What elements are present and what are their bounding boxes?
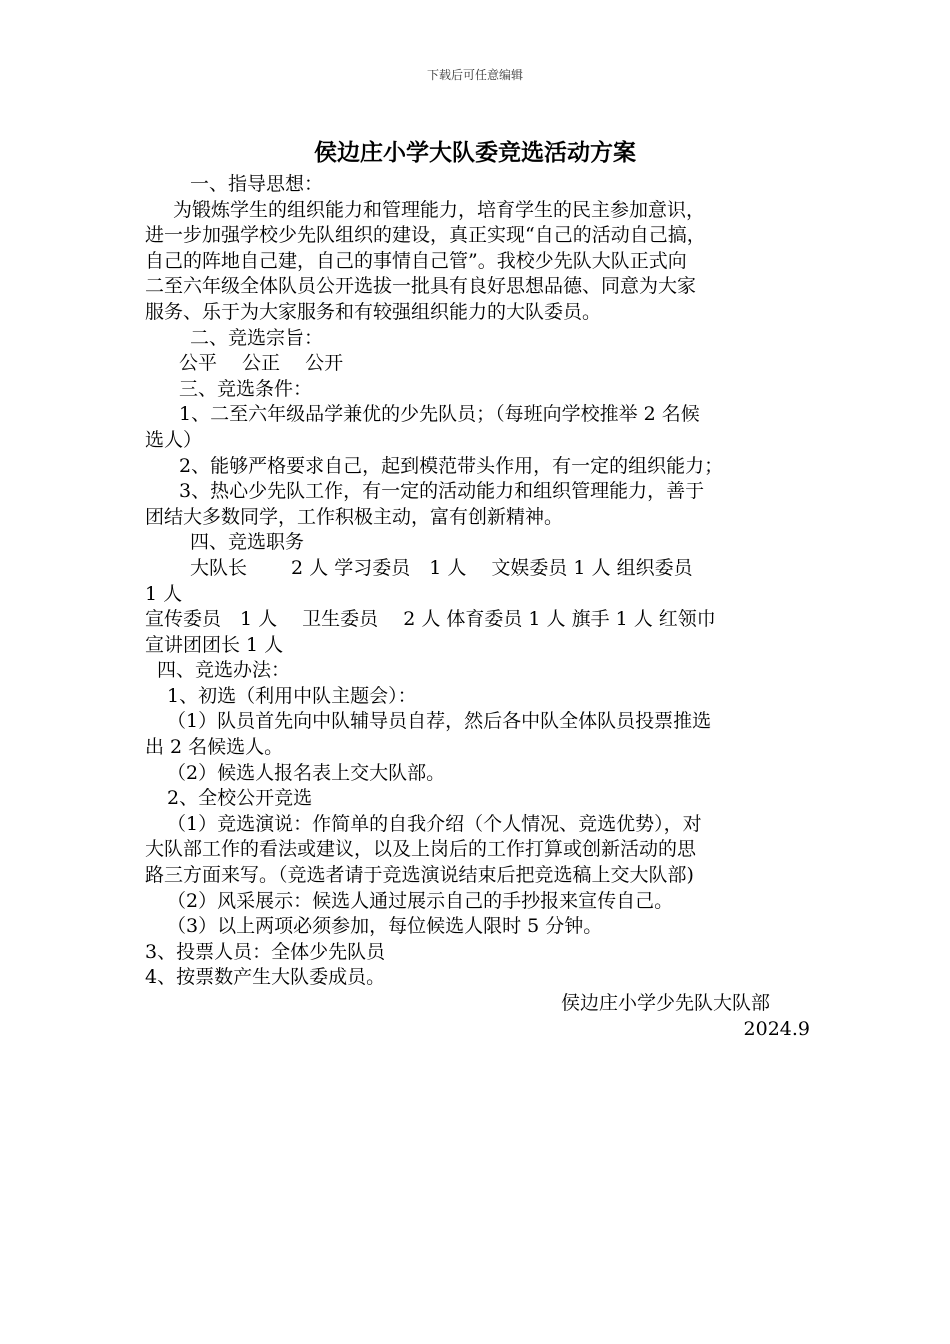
- body-line: 1、二至六年级品学兼优的少先队员；（每班向学校推举 2 名候: [179, 403, 700, 426]
- document-title: 侯边庄小学大队委竞选活动方案: [314, 139, 636, 166]
- body-line: 团结大多数同学，工作积极主动，富有创新精神。: [145, 505, 564, 528]
- body-line: 三、竞选条件：: [179, 377, 313, 400]
- signature-date: 2024.9: [743, 1017, 810, 1040]
- body-line: 1、初选（利用中队主题会）：: [167, 684, 417, 707]
- body-line: 路三方面来写。（竞选者请于竞选演说结束后把竞选稿上交大队部): [145, 864, 694, 887]
- body-line: 一、指导思想：: [190, 173, 324, 195]
- body-line: 二、竞选宗旨：: [190, 326, 324, 349]
- body-line: 1 人: [145, 582, 183, 605]
- body-line: （2）候选人报名表上交大队部。: [167, 761, 446, 784]
- body-line: 出 2 名候选人。: [145, 736, 284, 759]
- body-line: 公平 公正 公开: [179, 352, 344, 375]
- body-line: 选人）: [145, 428, 203, 451]
- body-line: 四、竞选职务: [190, 531, 305, 554]
- body-line: 四、竞选办法：: [157, 659, 291, 682]
- body-line: 宣讲团团长 1 人: [145, 633, 284, 656]
- body-line: 服务、乐于为大家服务和有较强组织能力的大队委员。: [145, 300, 602, 323]
- body-line: 宣传委员 1 人 卫生委员 2 人 体育委员 1 人 旗手 1 人 红领巾: [145, 608, 716, 631]
- body-lines: [145, 172, 810, 991]
- body-line: 3、热心少先队工作，有一定的活动能力和组织管理能力，善于: [179, 480, 705, 503]
- document-body: [145, 172, 810, 1042]
- body-line: 进一步加强学校少先队组织的建设，真正实现“自己的活动自己搞，: [145, 224, 706, 247]
- body-line: （1）队员首先向中队辅导员自荐，然后各中队全体队员投票推选: [167, 710, 712, 733]
- body-line: （3）以上两项必须参加，每位候选人限时 5 分钟。: [167, 915, 603, 938]
- body-line: （1）竞选演说：作简单的自我介绍（个人情况、竞选优势），对: [167, 812, 702, 835]
- body-line: 自己的阵地自己建，自己的事情自己管”。我校少先队大队正式向: [145, 249, 687, 272]
- body-line: 大队部工作的看法或建议，以及上岗后的工作打算或创新活动的思: [145, 838, 697, 861]
- body-line: 二至六年级全体队员公开选拔一批具有良好思想品德、同意为大家: [145, 275, 697, 298]
- body-line: 3、投票人员：全体少先队员: [145, 940, 386, 963]
- body-line: （2）风采展示：候选人通过展示自己的手抄报来宣传自己。: [167, 889, 674, 912]
- body-line: 2、全校公开竞选: [167, 787, 313, 810]
- signature-org: 侯边庄小学少先队大队部: [560, 992, 770, 1014]
- header-note: 下载后可任意编辑: [426, 68, 523, 82]
- body-line: 为锻炼学生的组织能力和管理能力，培育学生的民主参加意识，: [173, 198, 706, 221]
- body-line: 4、按票数产生大队委成员。: [145, 966, 386, 989]
- body-line: 2、能够严格要求自己，起到模范带头作用，有一定的组织能力；: [179, 454, 724, 477]
- body-line: 大队长 2 人 学习委员 1 人 文娱委员 1 人 组织委员: [190, 556, 693, 579]
